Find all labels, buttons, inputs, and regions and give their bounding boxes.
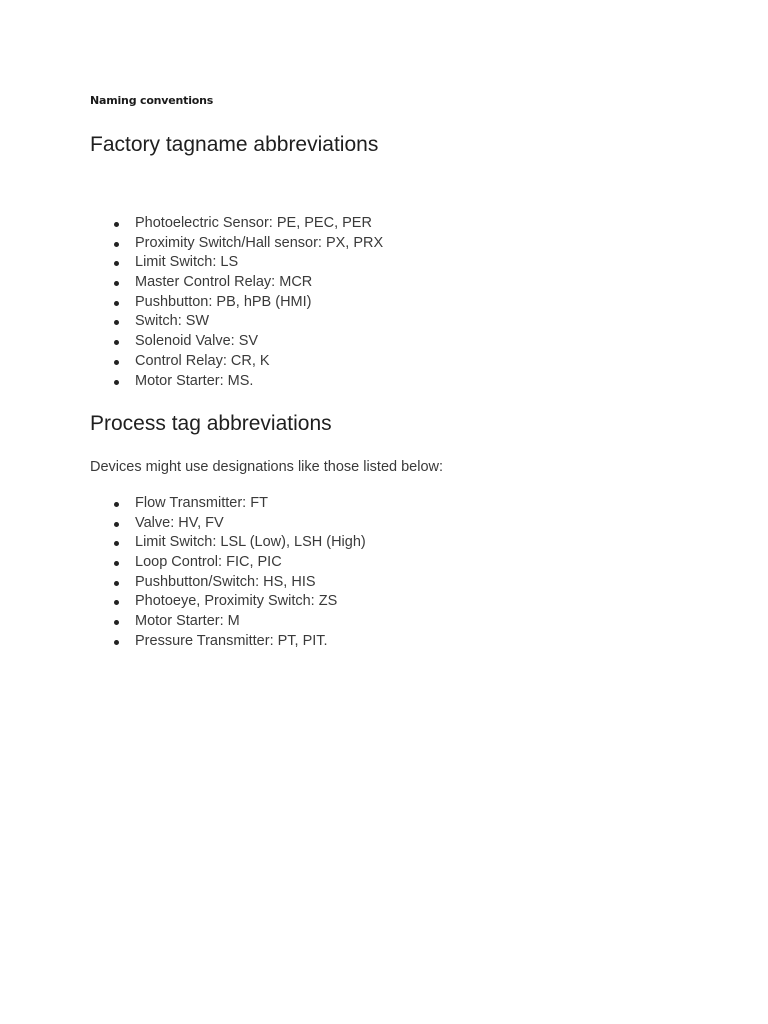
bullet-icon: [114, 581, 119, 586]
bullet-icon: [114, 502, 119, 507]
factory-heading: Factory tagname abbreviations: [90, 133, 379, 156]
bullet-icon: [114, 340, 119, 345]
list-item-text: Limit Switch: LS: [135, 254, 239, 271]
list-item-text: Valve: HV, FV: [135, 514, 224, 531]
bullet-icon: [114, 541, 119, 546]
bullet-icon: [114, 261, 119, 266]
list-item: [90, 372, 383, 392]
bullet-icon: [114, 242, 119, 247]
list-item-text: Proximity Switch/Hall sensor: PX, PRX: [135, 234, 384, 251]
list-item: [90, 533, 366, 553]
bullet-icon: [114, 360, 119, 365]
list-item: [90, 352, 383, 372]
bullet-icon: [114, 320, 119, 325]
list-item: [90, 612, 366, 632]
list-item: [90, 514, 366, 534]
list-item: [90, 214, 383, 234]
bullet-icon: [114, 222, 119, 227]
list-item: [90, 312, 383, 332]
list-item-text: Pressure Transmitter: PT, PIT.: [135, 632, 328, 649]
section-kicker: Naming conventions: [90, 94, 214, 107]
factory-abbreviation-list: [90, 214, 383, 391]
list-item: [90, 573, 366, 593]
list-item-text: Switch: SW: [135, 313, 210, 330]
bullet-icon: [114, 600, 119, 605]
list-item-text: Pushbutton: PB, hPB (HMI): [135, 293, 312, 310]
list-item-text: Solenoid Valve: SV: [135, 333, 259, 350]
bullet-icon: [114, 640, 119, 645]
list-item-text: Photoelectric Sensor: PE, PEC, PER: [135, 215, 372, 231]
list-item: [90, 592, 366, 612]
list-item: [90, 273, 383, 293]
bullet-icon: [114, 281, 119, 286]
bullet-icon: [114, 380, 119, 385]
bullet-icon: [114, 620, 119, 625]
list-item: [90, 293, 383, 313]
list-item-text: Photoeye, Proximity Switch: ZS: [135, 593, 338, 610]
list-item-text: Flow Transmitter: FT: [135, 495, 268, 511]
process-intro-text: Devices might use designations like those listed below:: [90, 459, 444, 475]
list-item-text: Master Control Relay: MCR: [135, 274, 313, 291]
list-item: [90, 632, 366, 652]
list-item: [90, 234, 383, 254]
bullet-icon: [114, 561, 119, 566]
list-item-text: Limit Switch: LSL (Low), LSH (High): [135, 534, 366, 551]
process-abbreviation-list: [90, 494, 366, 652]
list-item-text: Control Relay: CR, K: [135, 352, 270, 369]
process-heading: Process tag abbreviations: [90, 412, 332, 435]
bullet-icon: [114, 301, 119, 306]
list-item: [90, 253, 383, 273]
list-item-text: Loop Control: FIC, PIC: [135, 554, 282, 571]
list-item-text: Motor Starter: M: [135, 613, 240, 630]
bullet-icon: [114, 522, 119, 527]
list-item: [90, 332, 383, 352]
list-item: [90, 494, 366, 514]
list-item: [90, 553, 366, 573]
list-item-text: Pushbutton/Switch: HS, HIS: [135, 573, 316, 590]
list-item-text: Motor Starter: MS.: [135, 372, 254, 389]
